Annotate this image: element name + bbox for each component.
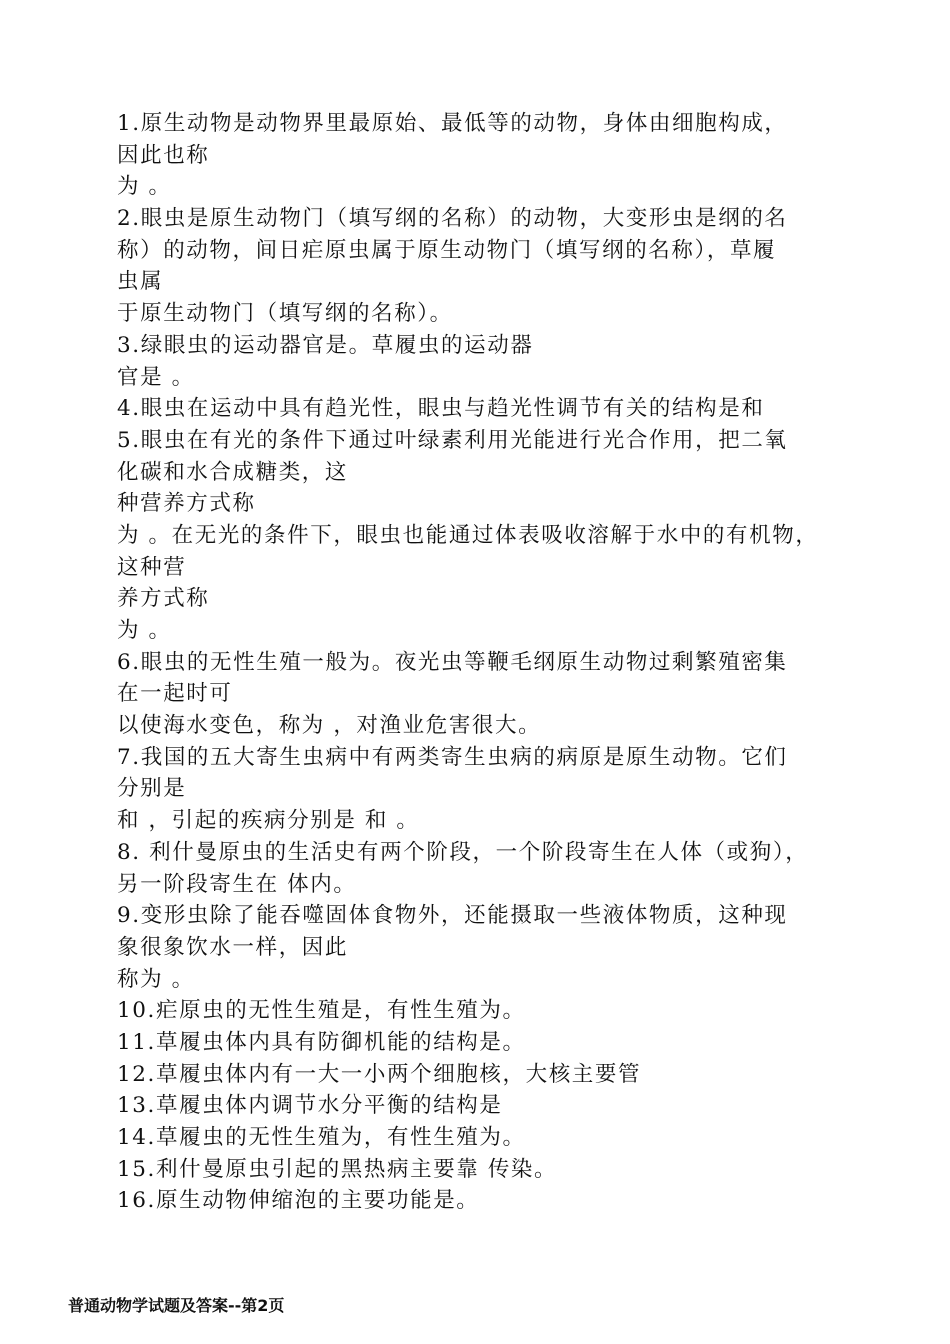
text-line: 16.原生动物伸缩泡的主要功能是。 <box>117 1188 480 1214</box>
text-line: 5.眼虫在有光的条件下通过叶绿素利用光能进行光合作用，把二氧 <box>117 427 788 453</box>
text-line: 这种营 <box>117 554 187 580</box>
text-line: 7.我国的五大寄生虫病中有两类寄生虫病的病原是原生动物。它们 <box>117 744 788 770</box>
text-line: 官是 。 <box>117 364 195 390</box>
text-line: 另一阶段寄生在 体内。 <box>117 871 357 897</box>
text-line: 1.原生动物是动物界里最原始、最低等的动物，身体由细胞构成， <box>117 111 788 136</box>
text-line: 8. 利什曼原虫的生活史有两个阶段，一个阶段寄生在人体（或狗）， <box>117 839 809 865</box>
text-line: 养方式称 <box>117 586 210 612</box>
document-body <box>117 108 897 1217</box>
text-line: 4.眼虫在运动中具有趋光性，眼虫与趋光性调节有关的结构是和 <box>117 396 765 422</box>
text-line: 为 。在无光的条件下，眼虫也能通过体表吸收溶解于水中的有机物， <box>117 522 819 548</box>
text-line: 3.绿眼虫的运动器官是。草履虫的运动器 <box>117 332 534 358</box>
text-line: 为 。 <box>117 174 172 200</box>
text-line: 14.草履虫的无性生殖为，有性生殖为。 <box>117 1125 526 1150</box>
text-line: 10.疟原虫的无性生殖是，有性生殖为。 <box>117 998 526 1024</box>
text-line: 以使海水变色，称为 ，对渔业危害很大。 <box>117 713 542 739</box>
text-line: 化碳和水合成糖类，这 <box>117 459 349 485</box>
text-line: 11.草履虫体内具有防御机能的结构是。 <box>117 1029 526 1055</box>
text-line: 和 ，引起的疾病分别是 和 。 <box>117 808 420 834</box>
text-line: 在一起时可 <box>117 681 233 707</box>
text-line: 虫属 <box>117 269 164 295</box>
text-line: 2.眼虫是原生动物门（填写纲的名称）的动物，大变形虫是纲的名 <box>117 206 788 232</box>
text-line: 象很象饮水一样，因此 <box>117 934 349 960</box>
text-line: 称为 。 <box>117 966 195 992</box>
text-line: 15.利什曼原虫引起的黑热病主要靠 传染。 <box>117 1156 558 1182</box>
text-line: 种营养方式称 <box>117 491 256 517</box>
text-line: 13.草履虫体内调节水分平衡的结构是 <box>117 1093 503 1119</box>
text-line: 9.变形虫除了能吞噬固体食物外，还能摄取一些液体物质，这种现 <box>117 903 788 929</box>
page-footer: 普通动物学试题及答案--第2页 <box>68 1296 285 1315</box>
text-line: 分别是 <box>117 776 187 802</box>
text-line: 为 。 <box>117 618 172 643</box>
text-line: 12.草履虫体内有一大一小两个细胞核，大核主要管 <box>117 1061 642 1087</box>
text-line: 称）的动物，间日疟原虫属于原生动物门（填写纲的名称），草履 <box>117 237 777 263</box>
text-line: 6.眼虫的无性生殖一般为。夜光虫等鞭毛纲原生动物过剩繁殖密集 <box>117 649 788 675</box>
text-line: 因此也称 <box>117 142 210 168</box>
text-line: 于原生动物门（填写纲的名称）。 <box>117 301 453 327</box>
